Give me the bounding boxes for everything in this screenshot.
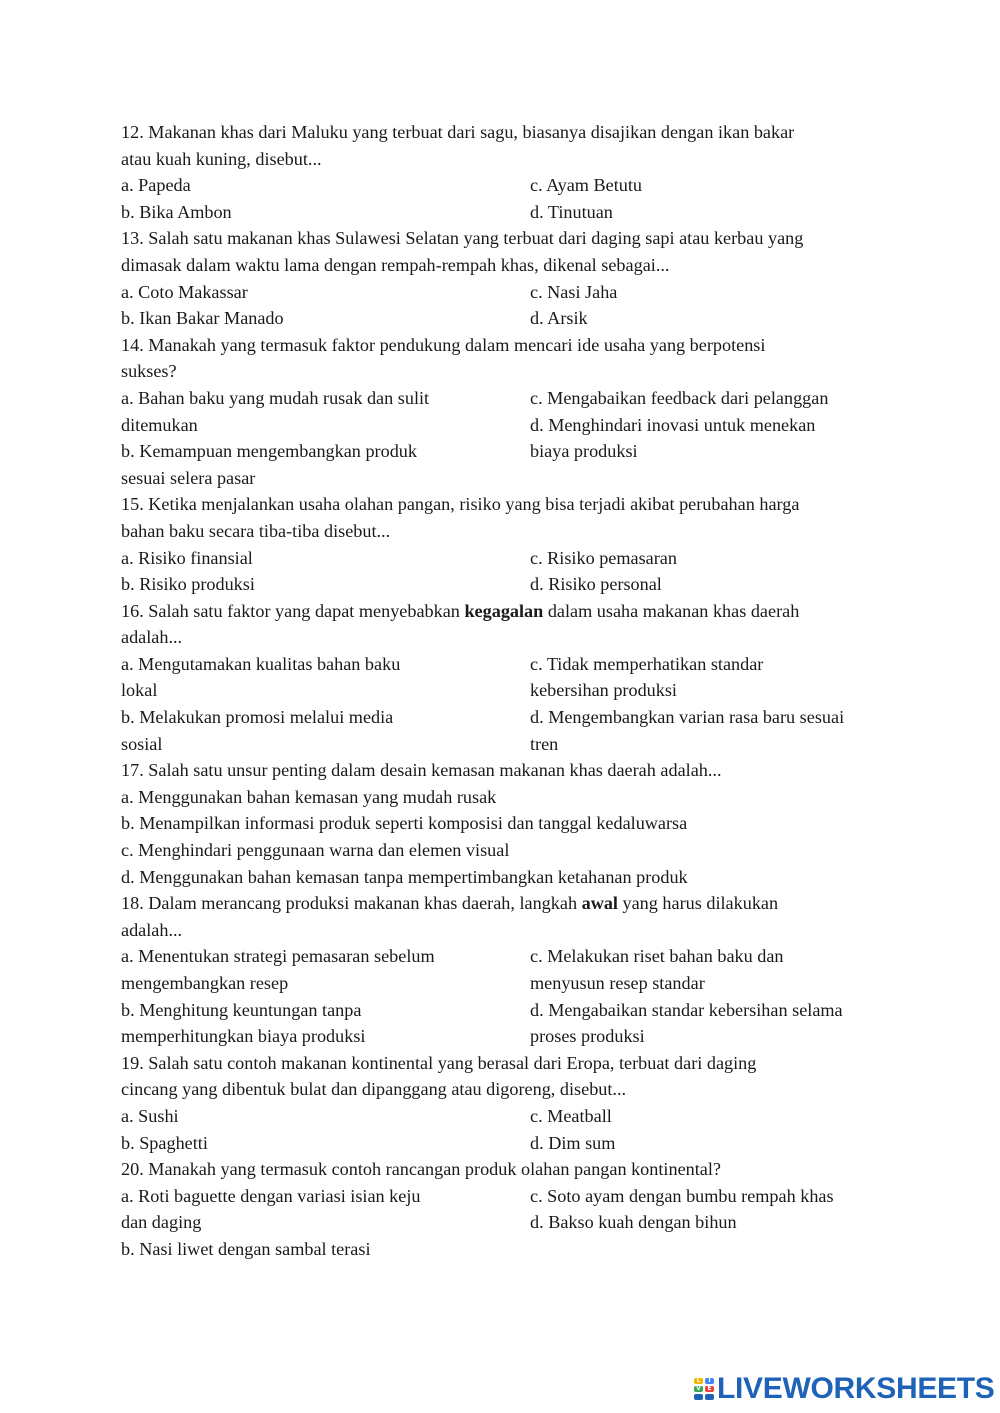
q14-option-b: b. Kemampuan mengembangkan produk [121,441,417,462]
q12-option-a: a. Papeda [121,175,191,196]
q16-option-c-cont: kebersihan produksi [530,680,677,701]
q17-option-d: d. Menggunakan bahan kemasan tanpa mempertimbangkan ketahanan produk [121,866,688,887]
q16-option-b: b. Melakukan promosi melalui media [121,707,394,728]
liveworksheets-wordmark: LIVEWORKSHEETS [717,1372,995,1405]
q18-option-c: c. Melakukan riset bahan baku dan [530,946,784,967]
question-19-text-cont: cincang yang dibentuk bulat dan dipanggang atau digoreng, disebut... [121,1079,627,1100]
q19-option-d: d. Dim sum [530,1132,616,1153]
q13-option-b: b. Ikan Bakar Manado [121,308,284,329]
q16-option-b-cont: sosial [121,733,163,754]
question-14-text-cont: sukses? [121,361,177,382]
q14-option-c: c. Mengabaikan feedback dari pelanggan [530,387,829,408]
q12-option-b: b. Bika Ambon [121,201,232,222]
q17-option-c: c. Menghindari penggunaan warna dan elemen visual [121,840,510,861]
q18-option-d-cont: proses produksi [530,1026,645,1047]
q13-option-c: c. Nasi Jaha [530,281,618,302]
q19-option-c: c. Meatball [530,1105,612,1126]
q17-option-a: a. Menggunakan bahan kemasan yang mudah rusak [121,786,497,807]
q20-option-a-cont: dan daging [121,1212,202,1233]
q14-option-b-cont: sesuai selera pasar [121,467,256,488]
q13-option-a: a. Coto Makassar [121,281,248,302]
q18-emphasis: awal [581,893,618,914]
q20-option-b: b. Nasi liwet dengan sambal terasi [121,1238,371,1259]
q18-option-b: b. Menghitung keuntungan tanpa [121,999,362,1020]
q12-option-c: c. Ayam Betutu [530,175,642,196]
question-18-text: 18. Dalam merancang produksi makanan khas daerah, langkah awal yang harus dilakukan [121,893,779,914]
q20-option-d: d. Bakso kuah dengan bihun [530,1212,737,1233]
q18-option-a-cont: mengembangkan resep [121,973,289,993]
q18-option-d: d. Mengabaikan standar kebersihan selama [530,999,843,1020]
question-16-text-cont: adalah... [121,627,183,648]
question-12-text: 12. Makanan khas dari Maluku yang terbuat dari sagu, biasanya disajikan dengan ikan bakar [121,122,795,142]
q14-option-d: d. Menghindari inovasi untuk menekan [530,414,816,435]
q17-option-b: b. Menampilkan informasi produk seperti komposisi dan tanggal kedaluwarsa [121,813,688,834]
q16-option-d: d. Mengembangkan varian rasa baru sesuai [530,707,845,728]
q12-option-d: d. Tinutuan [530,201,613,222]
question-17-text: 17. Salah satu unsur penting dalam desain kemasan makanan khas daerah adalah... [121,760,722,781]
q20-option-a: a. Roti baguette dengan variasi isian keju [121,1185,421,1206]
q18-option-b-cont: memperhitungkan biaya produksi [121,1026,366,1047]
q18-option-c-cont: menyusun resep standar [530,973,705,993]
q15-option-a: a. Risiko finansial [121,547,253,568]
question-19-text: 19. Salah satu contoh makanan kontinental yang berasal dari Eropa, terbuat dari daging [121,1052,757,1073]
question-15-text-cont: bahan baku secara tiba-tiba disebut... [121,520,391,541]
liveworksheets-logo-icon: L I V E [694,1378,714,1400]
q15-option-b: b. Risiko produksi [121,574,255,595]
question-13-text-cont: dimasak dalam waktu lama dengan rempah-rempah khas, dikenal sebagai... [121,254,670,275]
q18-option-a: a. Menentukan strategi pemasaran sebelum [121,946,435,967]
question-18-text-cont: adalah... [121,919,183,940]
q16-option-c: c. Tidak memperhatikan standar [530,653,764,674]
question-14-text: 14. Manakah yang termasuk faktor pendukung dalam mencari ide usaha yang berpotensi [121,334,766,355]
q15-option-d: d. Risiko personal [530,574,662,595]
question-13-text: 13. Salah satu makanan khas Sulawesi Selatan yang terbuat dari daging sapi atau kerbau yang [121,228,804,249]
worksheet-page [121,119,891,1263]
q19-option-b: b. Spaghetti [121,1132,208,1153]
q15-option-c: c. Risiko pemasaran [530,547,677,568]
q14-option-a: a. Bahan baku yang mudah rusak dan sulit [121,387,430,408]
question-15-text: 15. Ketika menjalankan usaha olahan pangan, risiko yang bisa terjadi akibat perubahan harga [121,494,800,515]
liveworksheets-logo[interactable] [694,1374,995,1404]
question-12-text-cont: atau kuah kuning, disebut... [121,148,322,169]
q19-option-a: a. Sushi [121,1105,179,1126]
question-16-text: 16. Salah satu faktor yang dapat menyebabkan kegagalan dalam usaha makanan khas daerah [121,600,800,621]
q16-option-d-cont: tren [530,733,559,754]
q14-option-d-cont: biaya produksi [530,441,638,462]
q14-option-a-cont: ditemukan [121,414,198,435]
q13-option-d: d. Arsik [530,308,588,329]
q16-option-a-cont: lokal [121,680,158,701]
question-20-text: 20. Manakah yang termasuk contoh rancangan produk olahan pangan kontinental? [121,1159,721,1180]
q16-emphasis: kegagalan [464,600,544,621]
q20-option-c: c. Soto ayam dengan bumbu rempah khas [530,1185,834,1206]
q16-option-a: a. Mengutamakan kualitas bahan baku [121,653,401,674]
